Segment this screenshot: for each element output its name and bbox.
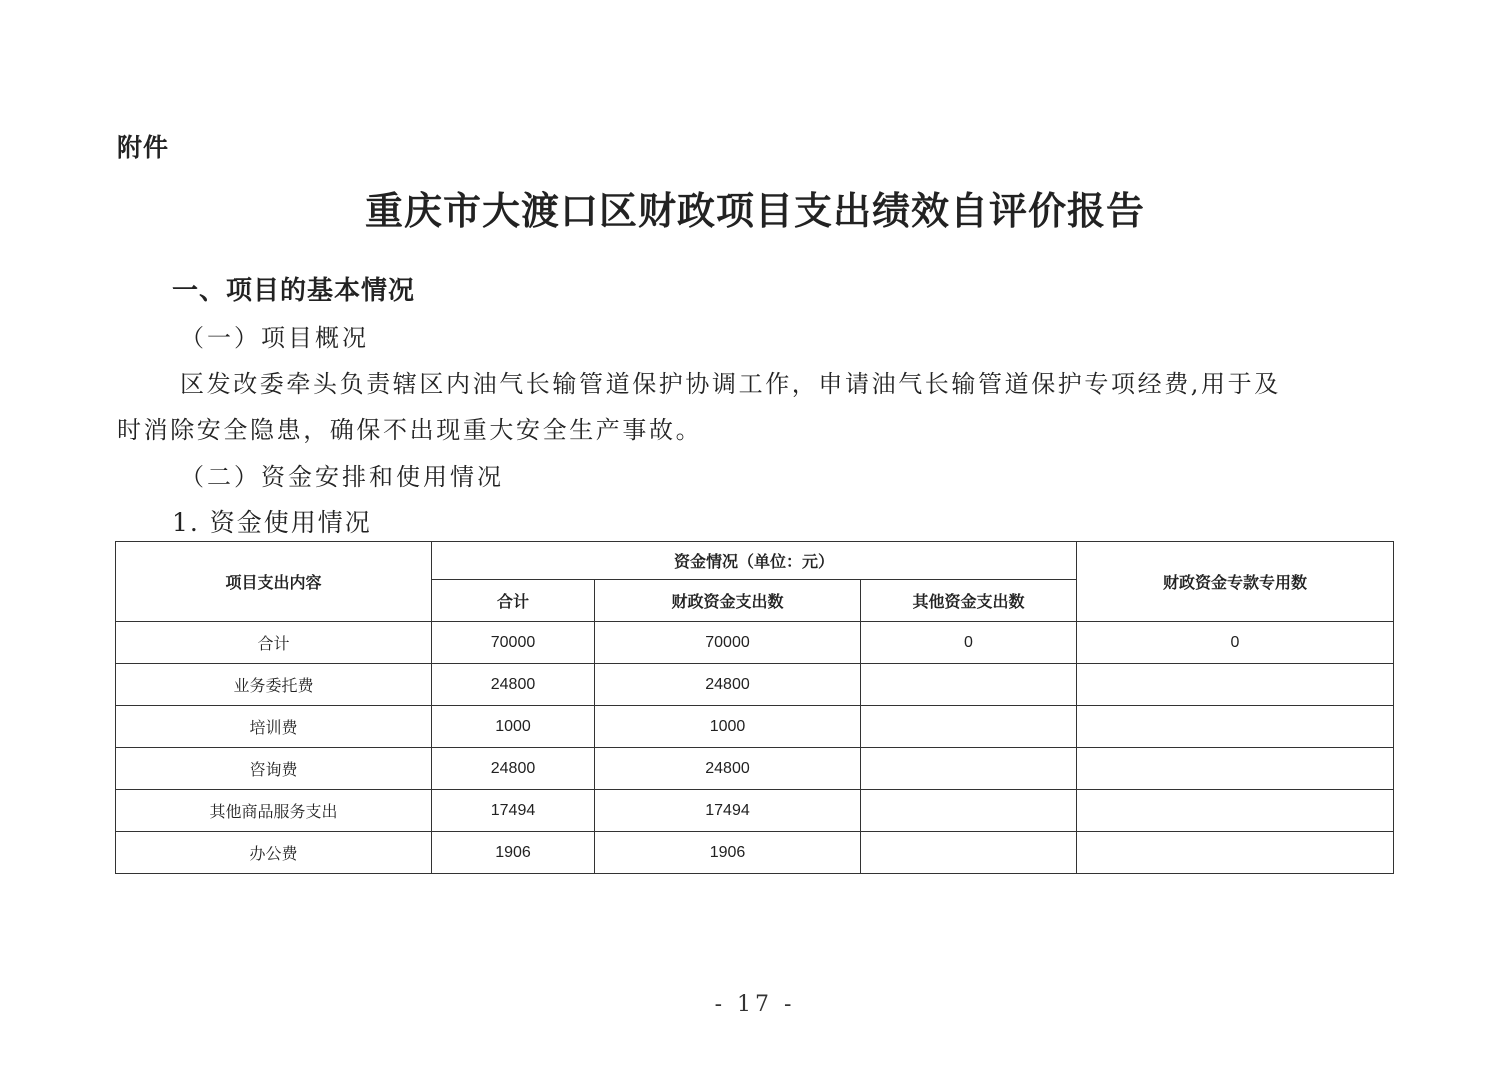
cell-other (861, 664, 1077, 706)
table-row (116, 832, 1394, 874)
cell-fiscal: 1906 (595, 832, 861, 874)
cell-fiscal: 24800 (595, 748, 861, 790)
cell-total: 24800 (432, 748, 595, 790)
cell-name: 培训费 (116, 706, 432, 748)
header-special-use: 财政资金专款专用数 (1077, 542, 1394, 622)
cell-name: 其他商品服务支出 (116, 790, 432, 832)
section-heading-basic-info: 一、项目的基本情况 (172, 276, 416, 306)
overview-paragraph-line-2: 时消除安全隐患，确保不出现重大安全生产事故。 (117, 416, 703, 444)
cell-other: 0 (861, 622, 1077, 664)
cell-special (1077, 706, 1394, 748)
cell-special (1077, 748, 1394, 790)
cell-special: 0 (1077, 622, 1394, 664)
attachment-label: 附件 (117, 133, 170, 162)
table-row (116, 790, 1394, 832)
cell-fiscal: 70000 (595, 622, 861, 664)
cell-name: 业务委托费 (116, 664, 432, 706)
page-number: - 17 - (714, 992, 796, 1017)
cell-other (861, 790, 1077, 832)
cell-special (1077, 832, 1394, 874)
cell-other (861, 832, 1077, 874)
cell-fiscal: 24800 (595, 664, 861, 706)
table-row (116, 622, 1394, 664)
cell-fiscal: 1000 (595, 706, 861, 748)
cell-name: 合计 (116, 622, 432, 664)
cell-fiscal: 17494 (595, 790, 861, 832)
header-other-spent: 其他资金支出数 (861, 580, 1077, 622)
cell-total: 17494 (432, 790, 595, 832)
table-header-row (116, 542, 1394, 580)
cell-special (1077, 664, 1394, 706)
header-content: 项目支出内容 (116, 542, 432, 622)
header-fiscal-spent: 财政资金支出数 (595, 580, 861, 622)
cell-total: 24800 (432, 664, 595, 706)
cell-special (1077, 790, 1394, 832)
cell-total: 70000 (432, 622, 595, 664)
header-total: 合计 (432, 580, 595, 622)
cell-other (861, 706, 1077, 748)
table-row (116, 706, 1394, 748)
subsection-heading-overview: （一）项目概况 (180, 324, 369, 352)
cell-total: 1000 (432, 706, 595, 748)
subsection-heading-funds: （二）资金安排和使用情况 (180, 463, 504, 491)
fund-usage-table (115, 541, 1394, 874)
cell-name: 咨询费 (116, 748, 432, 790)
header-funds-group: 资金情况（单位：元） (432, 542, 1077, 580)
cell-total: 1906 (432, 832, 595, 874)
cell-name: 办公费 (116, 832, 432, 874)
report-title: 重庆市大渡口区财政项目支出绩效自评价报告 (364, 188, 1145, 233)
cell-other (861, 748, 1077, 790)
table-row (116, 748, 1394, 790)
overview-paragraph-line-1: 区发改委牵头负责辖区内油气长输管道保护协调工作，申请油气长输管道保护专项经费,用于及 (180, 370, 1281, 398)
item-heading-fund-usage: 1. 资金使用情况 (172, 508, 372, 537)
table-row (116, 664, 1394, 706)
